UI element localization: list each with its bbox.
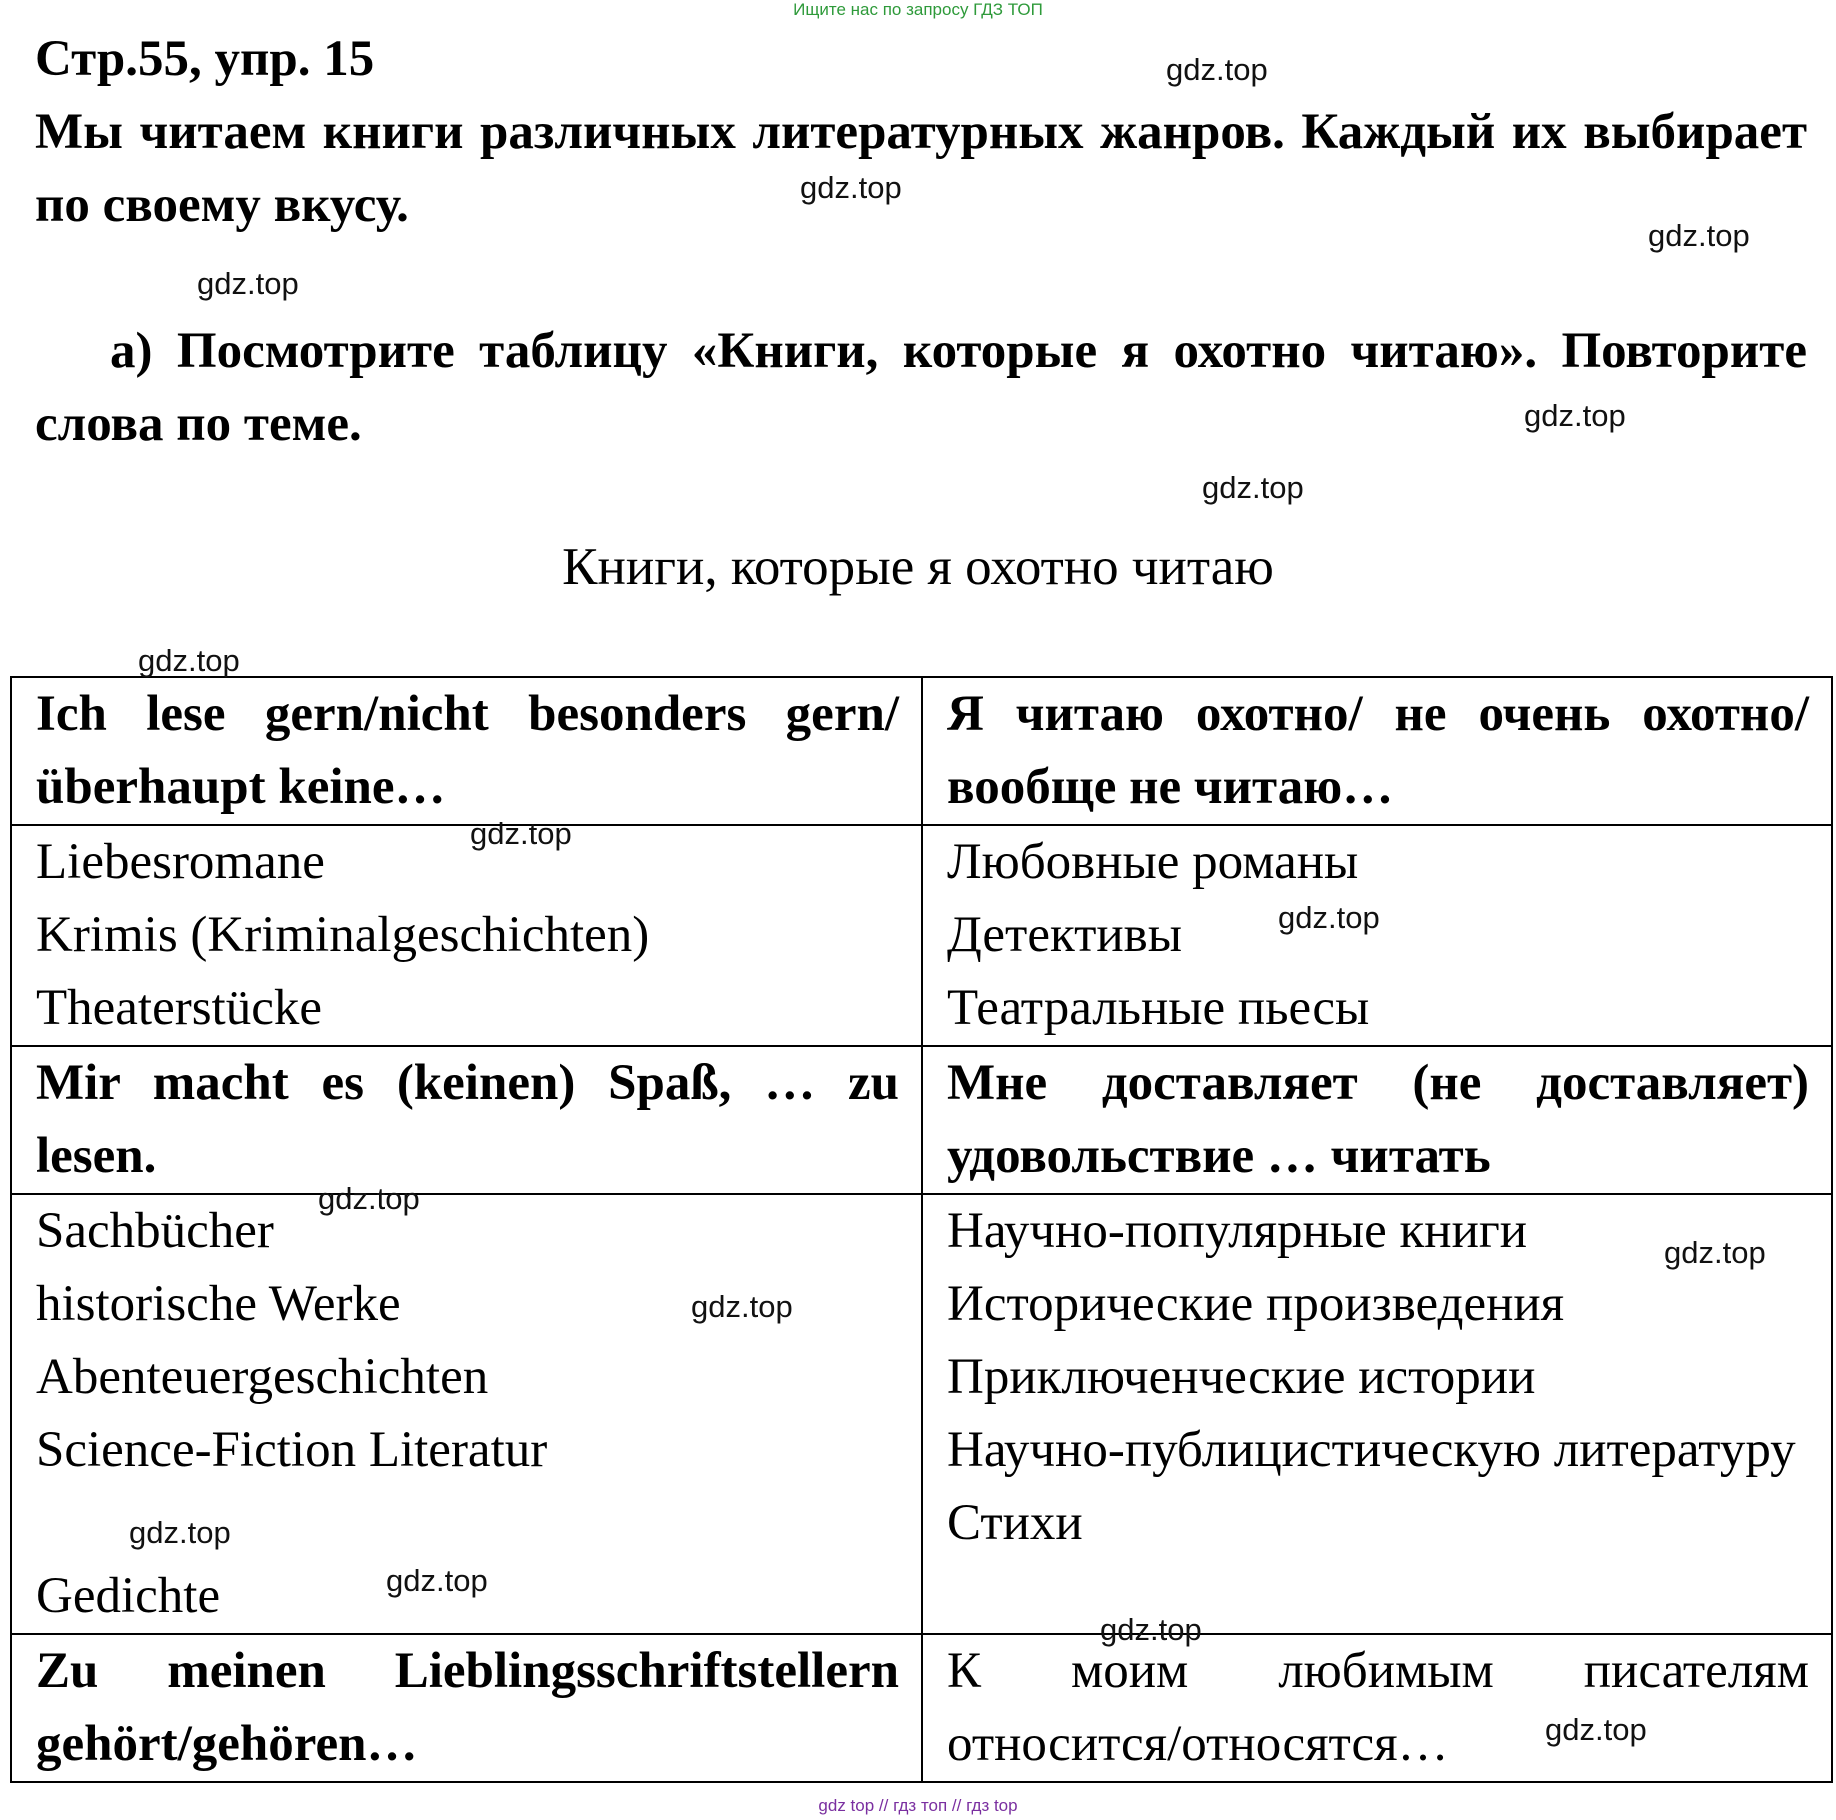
table-row: [11, 825, 1832, 1046]
list-item: Любовные романы: [947, 834, 1359, 890]
list-item: Научно-популярные книги: [947, 1203, 1528, 1259]
watermark: gdz.top: [1545, 1712, 1647, 1747]
list-item: Детективы: [947, 907, 1183, 963]
list-item: Science-Fiction Literatur: [36, 1422, 548, 1478]
table-row: [11, 1194, 1832, 1634]
watermark: gdz.top: [1202, 470, 1304, 505]
table-title: Книги, которые я охотно читаю: [562, 538, 1274, 596]
watermark: gdz.top: [1664, 1235, 1766, 1270]
table-row: [11, 1634, 1832, 1782]
list-item: Научно-публицистическую литературу: [947, 1422, 1796, 1478]
list-item: Приключенческие истории: [947, 1349, 1536, 1405]
cell-de-header-2: Mir macht es (keinen) Spaß, … zu lesen.: [11, 1046, 922, 1194]
table-row: [11, 677, 1832, 825]
vocabulary-table: [10, 676, 1833, 1783]
table-row: [11, 1046, 1832, 1194]
footer-text: gdz top // гдз топ // гдз top: [818, 1796, 1018, 1815]
intro-text: Мы читаем книги различных литературных жанров. Каждый их выбирает по своему вкусу.: [35, 104, 1807, 233]
watermark: gdz.top: [138, 643, 240, 678]
list-item: historische Werke: [36, 1276, 401, 1332]
watermark: gdz.top: [691, 1289, 793, 1324]
cell-de-header-1: Ich lese gern/nicht besonders gern/überhaupt keine…: [11, 677, 922, 825]
watermark: gdz.top: [129, 1515, 231, 1550]
list-item: Theaterstücke: [36, 980, 323, 1036]
page-heading: Стр.55, упр. 15: [35, 31, 375, 87]
top-banner: Ищите нас по запросу ГДЗ ТОП: [793, 0, 1043, 19]
cell-de-list-1: [11, 825, 922, 1046]
watermark: gdz.top: [1100, 1612, 1202, 1647]
watermark: gdz.top: [318, 1181, 420, 1216]
watermark: gdz.top: [1166, 52, 1268, 87]
cell-de-header-3: Zu meinen Lieblingsschriftstellern gehört/gehören…: [11, 1634, 922, 1782]
task-a-text: а) Посмотрите таблицу «Книги, которые я охотно читаю». Повторите слова по теме.: [35, 323, 1807, 452]
watermark: gdz.top: [1278, 900, 1380, 935]
list-item: Gedichte: [36, 1568, 221, 1624]
list-item: Liebesromane: [36, 834, 325, 890]
cell-ru-text-3: К моим любимым писателям относится/относятся…: [922, 1634, 1832, 1782]
watermark: gdz.top: [1524, 398, 1626, 433]
watermark: gdz.top: [197, 266, 299, 301]
list-item: Sachbücher: [36, 1203, 274, 1259]
list-item: Krimis (Kriminalgeschichten): [36, 907, 650, 963]
cell-ru-header-2: Мне доставляет (не доставляет) удовольствие … читать: [922, 1046, 1832, 1194]
watermark: gdz.top: [470, 816, 572, 851]
watermark: gdz.top: [800, 170, 902, 205]
watermark: gdz.top: [1648, 218, 1750, 253]
watermark: gdz.top: [386, 1563, 488, 1598]
list-item: Abenteuergeschichten: [36, 1349, 489, 1405]
list-item: Стихи: [947, 1495, 1083, 1551]
list-item: Исторические произведения: [947, 1276, 1565, 1332]
cell-ru-header-1: Я читаю охотно/ не очень охотно/ вообще не читаю…: [922, 677, 1832, 825]
list-item: Театральные пьесы: [947, 980, 1370, 1036]
